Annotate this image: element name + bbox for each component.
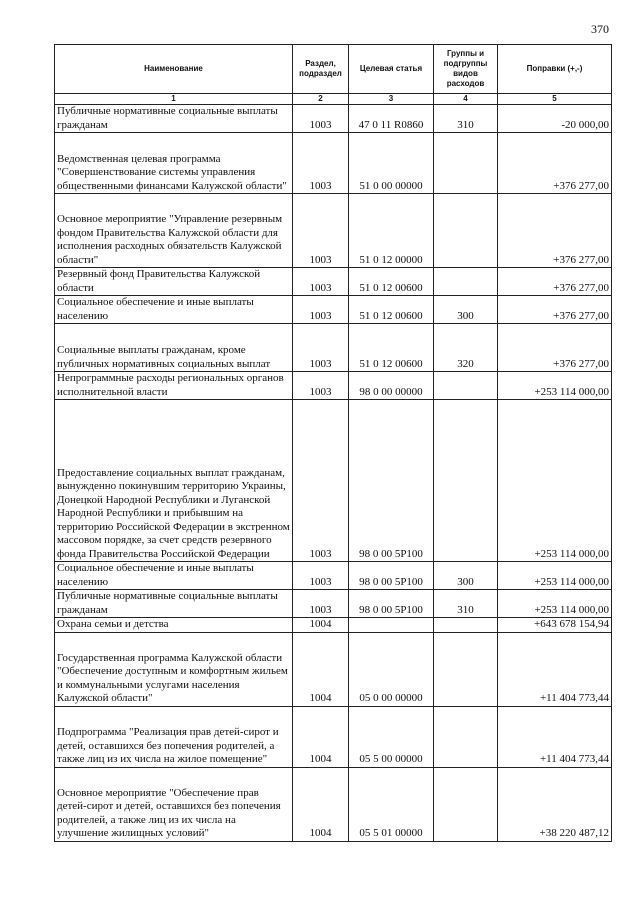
row-target-article: 51 0 00 00000 — [349, 133, 434, 194]
row-section: 1003 — [293, 268, 349, 296]
row-name: Подпрограмма "Реализация прав детей-сирот и детей, оставшихся без попечения родителей, а также лиц из их числа на жилое помещение" — [55, 706, 293, 767]
row-section: 1003 — [293, 133, 349, 194]
table-row — [55, 324, 612, 372]
row-expense-group — [434, 632, 498, 706]
budget-table — [54, 44, 612, 842]
row-name: Социальное обеспечение и иные выплаты населению — [55, 562, 293, 590]
row-target-article: 05 0 00 00000 — [349, 632, 434, 706]
row-section: 1003 — [293, 590, 349, 618]
row-amendment-amount: +376 277,00 — [498, 268, 612, 296]
table-row — [55, 767, 612, 841]
row-section: 1004 — [293, 618, 349, 633]
row-name: Резервный фонд Правительства Калужской области — [55, 268, 293, 296]
table-row — [55, 268, 612, 296]
row-expense-group — [434, 133, 498, 194]
row-section: 1004 — [293, 706, 349, 767]
row-amendment-amount: +376 277,00 — [498, 194, 612, 268]
column-number: 1 — [55, 94, 293, 105]
row-expense-group — [434, 400, 498, 562]
header-amendments: Поправки (+,-) — [498, 45, 612, 94]
table-row — [55, 133, 612, 194]
row-amendment-amount: +643 678 154,94 — [498, 618, 612, 633]
row-name: Основное мероприятие "Управление резервным фондом Правительства Калужской области для исполнения расходных обязательств Калужской области" — [55, 194, 293, 268]
row-name: Ведомственная целевая программа "Совершенствование системы управления общественными финансами Калужской области" — [55, 133, 293, 194]
table-row — [55, 706, 612, 767]
row-name: Социальные выплаты гражданам, кроме публичных нормативных социальных выплат — [55, 324, 293, 372]
row-name: Предоставление социальных выплат гражданам, вынужденно покинувшим территорию Украины, Донецкой Народной Республики и Луганской Народной Республики и прибывшим на территорию Российской Федерации в экстренном массовом порядке, за счет средств резервного фонда Правительства Российской Федерации — [55, 400, 293, 562]
row-amendment-amount: +253 114 000,00 — [498, 372, 612, 400]
row-name: Государственная программа Калужской области "Обеспечение доступным и комфортным жильем и коммунальными услугами населения Калужской области" — [55, 632, 293, 706]
header-name: Наименование — [55, 45, 293, 94]
column-number: 5 — [498, 94, 612, 105]
row-name: Непрограммные расходы региональных органов исполнительной власти — [55, 372, 293, 400]
row-amendment-amount: +11 404 773,44 — [498, 632, 612, 706]
row-target-article: 05 5 00 00000 — [349, 706, 434, 767]
table-row — [55, 618, 612, 633]
row-name: Социальное обеспечение и иные выплаты населению — [55, 296, 293, 324]
header-target: Целевая статья — [349, 45, 434, 94]
row-amendment-amount: +376 277,00 — [498, 296, 612, 324]
row-amendment-amount: +38 220 487,12 — [498, 767, 612, 841]
table-row — [55, 562, 612, 590]
row-name: Основное мероприятие "Обеспечение прав детей-сирот и детей, оставшихся без попечения родителей, а также лиц из их числа на улучшение жилищных условий" — [55, 767, 293, 841]
row-section: 1003 — [293, 400, 349, 562]
row-section: 1003 — [293, 372, 349, 400]
row-target-article: 51 0 12 00000 — [349, 194, 434, 268]
row-target-article — [349, 618, 434, 633]
row-section: 1003 — [293, 194, 349, 268]
row-amendment-amount: +376 277,00 — [498, 133, 612, 194]
row-expense-group: 300 — [434, 296, 498, 324]
row-section: 1004 — [293, 632, 349, 706]
row-amendment-amount: +253 114 000,00 — [498, 400, 612, 562]
column-number: 3 — [349, 94, 434, 105]
table-row — [55, 105, 612, 133]
table-row — [55, 400, 612, 562]
row-target-article: 98 0 00 5Р100 — [349, 590, 434, 618]
row-name: Публичные нормативные социальные выплаты гражданам — [55, 590, 293, 618]
row-section: 1003 — [293, 105, 349, 133]
row-target-article: 51 0 12 00600 — [349, 324, 434, 372]
row-amendment-amount: +11 404 773,44 — [498, 706, 612, 767]
table-row — [55, 590, 612, 618]
table-row — [55, 632, 612, 706]
row-amendment-amount: +376 277,00 — [498, 324, 612, 372]
row-target-article: 98 0 00 5Р100 — [349, 400, 434, 562]
row-amendment-amount: +253 114 000,00 — [498, 562, 612, 590]
row-expense-group: 300 — [434, 562, 498, 590]
row-section: 1004 — [293, 767, 349, 841]
table-row — [55, 194, 612, 268]
row-target-article: 51 0 12 00600 — [349, 268, 434, 296]
row-section: 1003 — [293, 324, 349, 372]
header-row — [55, 45, 612, 94]
table-row — [55, 372, 612, 400]
row-expense-group — [434, 767, 498, 841]
row-expense-group — [434, 372, 498, 400]
header-groups: Группы и подгруппы видов расходов — [434, 45, 498, 94]
row-target-article: 98 0 00 5Р100 — [349, 562, 434, 590]
row-target-article: 47 0 11 R0860 — [349, 105, 434, 133]
header-section: Раздел, подраздел — [293, 45, 349, 94]
row-target-article: 05 5 01 00000 — [349, 767, 434, 841]
row-expense-group — [434, 618, 498, 633]
page-number: 370 — [591, 22, 609, 36]
row-expense-group: 310 — [434, 105, 498, 133]
row-section: 1003 — [293, 296, 349, 324]
row-amendment-amount: +253 114 000,00 — [498, 590, 612, 618]
row-expense-group — [434, 194, 498, 268]
row-expense-group — [434, 706, 498, 767]
row-expense-group: 310 — [434, 590, 498, 618]
row-target-article: 51 0 12 00600 — [349, 296, 434, 324]
row-amendment-amount: -20 000,00 — [498, 105, 612, 133]
row-name: Публичные нормативные социальные выплаты гражданам — [55, 105, 293, 133]
table-row — [55, 296, 612, 324]
row-expense-group: 320 — [434, 324, 498, 372]
row-section: 1003 — [293, 562, 349, 590]
column-number: 4 — [434, 94, 498, 105]
column-number-row — [55, 94, 612, 105]
column-number: 2 — [293, 94, 349, 105]
row-target-article: 98 0 00 00000 — [349, 372, 434, 400]
row-expense-group — [434, 268, 498, 296]
row-name: Охрана семьи и детства — [55, 618, 293, 633]
